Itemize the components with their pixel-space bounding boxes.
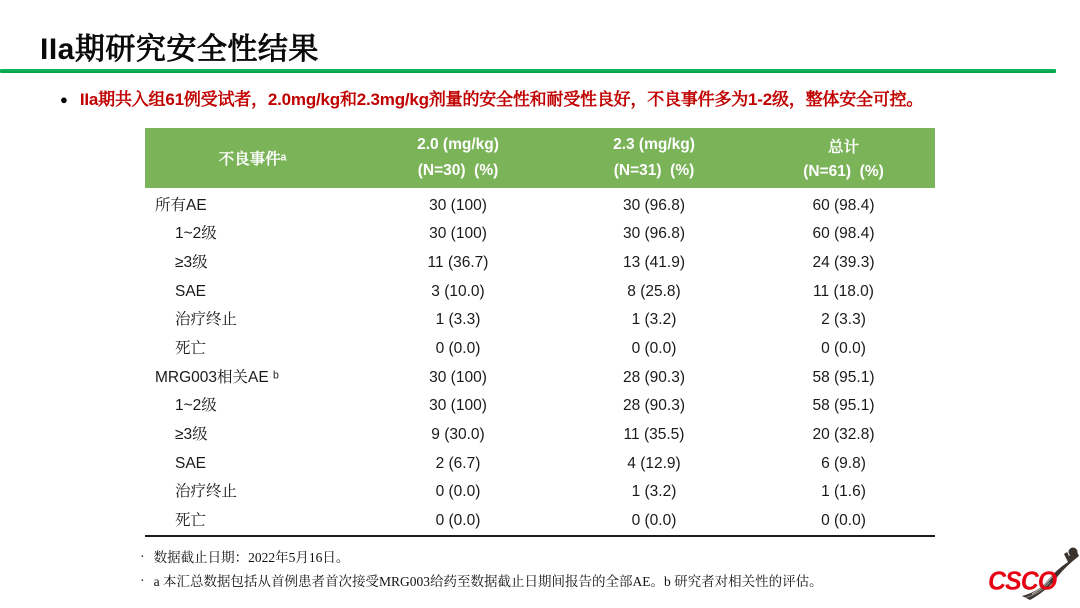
cell-dose-2-0: 3 (10.0) [431,282,485,300]
row-label: 1~2级 [175,397,217,415]
cell-dose-2-3: 0 (0.0) [631,512,677,530]
cell-total: 60 (98.4) [812,196,875,214]
page-title: IIa期研究安全性结果 [40,33,319,66]
cell-dose-2-0: 0 (0.0) [435,483,481,501]
cell-dose-2-0: 9 (30.0) [431,426,485,444]
header-total [752,128,935,188]
cell-dose-2-0: 30 (100) [429,196,487,214]
cell-dose-2-3: 11 (35.5) [623,426,685,444]
row-label: 死亡 [175,340,207,358]
table-row [145,334,935,363]
cell-dose-2-0: 0 (0.0) [435,512,481,530]
cell-dose-2-0: 30 (100) [429,225,487,243]
footnote-data-cutoff [140,549,900,566]
cell-total: 60 (98.4) [812,225,875,243]
header-adverse-event-label: 不良事件ᵃ [218,151,287,168]
row-label: 死亡 [175,512,207,530]
cell-total: 0 (0.0) [821,340,866,358]
footnote-bullet-icon: · [140,574,145,589]
footnotes [140,549,900,597]
table-row [145,478,935,507]
cell-total: 58 (95.1) [812,397,875,415]
header-adverse-event [145,128,360,188]
row-label: ≥3级 [175,426,208,444]
cell-total: 11 (18.0) [813,282,874,300]
header-dose-2-0-line1: 2.0 (mg/kg) [417,136,499,153]
cell-total: 58 (95.1) [812,368,875,386]
cell-dose-2-3: 8 (25.8) [627,282,681,300]
summary-bullet [60,89,1065,110]
table-header-row [145,128,935,188]
row-label: SAE [175,454,207,472]
adverse-events-table [145,128,935,537]
table-row [145,220,935,249]
cell-dose-2-0: 30 (100) [429,397,487,415]
cell-total: 20 (32.8) [812,426,875,444]
table-row [145,191,935,220]
header-dose-2-3-line1: 2.3 (mg/kg) [613,136,695,153]
header-dose-2-0-line2: (N=30) (%) [417,162,499,179]
cell-dose-2-3: 28 (90.3) [622,397,686,415]
table-row [145,449,935,478]
cell-total: 6 (9.8) [821,454,866,472]
header-total-line2: (N=61) (%) [803,163,884,181]
table-row [145,306,935,335]
summary-text: IIa期共入组61例受试者，2.0mg/kg和2.3mg/kg剂量的安全性和耐受性良好，不良事件多为1-2级，整体安全可控。 [79,90,924,109]
cell-dose-2-3: 4 (12.9) [627,454,681,472]
footnote-ab-definitions-text: a 本汇总数据包括从首例患者首次接受MRG003给药至数据截止日期间报告的全部AE。b 研究者对相关性的评估。 [153,574,823,589]
table-row [145,277,935,306]
header-dose-2-0 [360,128,556,188]
table-row [145,248,935,277]
header-dose-2-3 [556,128,752,188]
table-row [145,507,935,536]
table-row [145,392,935,421]
header-total-line1: 总计 [827,138,859,156]
cell-dose-2-3: 28 (90.3) [622,368,686,386]
cell-dose-2-3: 1 (3.2) [631,483,677,501]
csco-logo [988,544,1080,604]
title-divider [0,69,1056,73]
cell-dose-2-0: 1 (3.3) [435,311,481,329]
cell-total: 2 (3.3) [821,311,866,329]
row-label: 治疗终止 [175,483,238,501]
csco-logo-text: CSCO [988,566,1057,596]
cell-dose-2-0: 0 (0.0) [435,340,481,358]
row-label: 所有AE [155,196,207,214]
footnote-bullet-icon: · [140,550,145,565]
footnote-ab-definitions [140,573,900,590]
table-row [145,421,935,450]
cell-dose-2-0: 30 (100) [429,368,487,386]
cell-total: 1 (1.6) [821,483,866,501]
cell-dose-2-3: 30 (96.8) [622,196,686,214]
row-label: SAE [175,282,207,300]
cell-dose-2-0: 2 (6.7) [435,454,481,472]
cell-dose-2-3: 1 (3.2) [631,311,677,329]
cell-dose-2-3: 0 (0.0) [631,340,677,358]
cell-total: 24 (39.3) [812,253,875,271]
cell-total: 0 (0.0) [821,512,866,530]
row-label: 治疗终止 [175,311,238,329]
row-label: 1~2级 [175,225,217,243]
row-label: MRG003相关AE ᵇ [155,368,279,386]
bullet-icon: ● [60,92,68,107]
cell-dose-2-3: 30 (96.8) [622,225,686,243]
table-body [145,188,935,535]
header-dose-2-3-line2: (N=31) (%) [613,162,695,179]
cell-dose-2-3: 13 (41.9) [622,253,686,271]
footnote-data-cutoff-text: 数据截止日期：2022年5月16日。 [153,550,350,565]
table-row [145,363,935,392]
cell-dose-2-0: 11 (36.7) [427,253,489,271]
row-label: ≥3级 [175,253,208,271]
